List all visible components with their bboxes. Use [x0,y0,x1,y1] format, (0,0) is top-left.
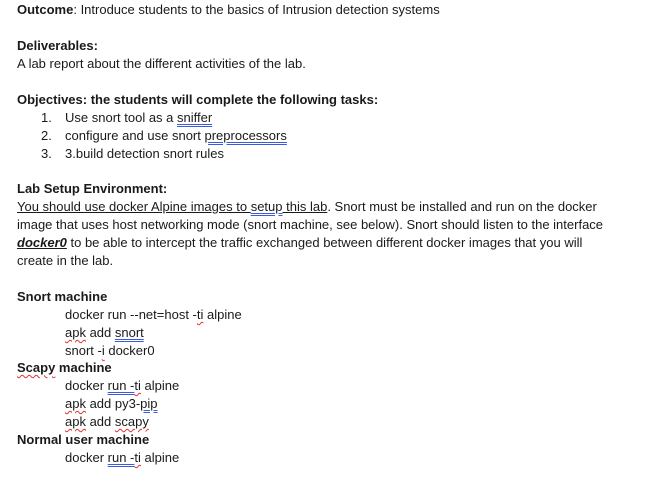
setup-paragraph-line-3 [17,234,582,252]
objective-number: 1. [41,110,52,125]
command-text: docker [65,378,108,393]
misspelled-word: i [101,343,105,358]
scapy-machine-heading [17,359,112,377]
command-text: docker0 [104,343,155,358]
setup-paragraph-line-1 [17,198,597,216]
scapy-command-1 [65,377,179,395]
objective-item-2 [41,127,287,145]
scapy-command-2 [65,395,158,413]
misspelled-word: ti [134,378,141,393]
objective-text: Use snort tool as a [65,110,177,125]
objective-text: configure and use snort [65,128,205,143]
command-text: docker [65,450,108,465]
misspelled-word: apk [65,396,86,411]
objective-item-3 [41,145,224,163]
objectives-heading: Objectives: the students will complete the following tasks: [17,92,379,107]
objective-number: 2. [41,128,52,143]
misspelled-word: ti [196,307,204,322]
scapy-command-3 [65,413,149,431]
setup-paragraph-line-2: image that uses host networking mode (snort machine, see below). Snort should listen to the interface [17,217,604,232]
command-text: add py3- [85,396,141,411]
marked-word: pip [140,396,158,411]
deliverables-heading: Deliverables: [17,38,98,53]
outcome-line [17,1,440,19]
command-text: alpine [140,378,180,393]
outcome-label: Outcome [17,2,74,17]
snort-command-1 [65,306,242,324]
objective-item-1 [41,109,212,127]
objective-marked-word: sniffer [177,110,213,125]
snort-machine-heading: Snort machine [17,289,108,304]
misspelled-word: Scapy [17,360,56,375]
marked-word: run - [107,378,135,393]
outcome-text: : Introduce students to the basics of Intrusion detection systems [73,2,440,17]
misspelled-word: scapy [114,414,149,429]
command-text: snort - [65,343,102,358]
interface-name: docker0 [17,235,67,250]
command-text: alpine [140,450,180,465]
normal-command-1 [65,449,179,467]
setup-underlined-tail: this lab [282,199,328,214]
normal-machine-heading: Normal user machine [17,432,150,447]
deliverables-text: A lab report about the different activities of the lab. [17,56,306,71]
snort-command-3 [65,342,155,360]
command-text: add [85,414,115,429]
setup-underlined-text: You should use docker Alpine images to [17,199,251,214]
marked-word: run - [107,450,135,465]
misspelled-word: ti [134,450,141,465]
setup-heading: Lab Setup Environment: [17,181,168,196]
objective-text: 3.build detection snort rules [65,146,224,161]
misspelled-word: apk [65,414,86,429]
setup-text: to be able to intercept the traffic exchanged between different docker images that you will [66,235,583,250]
setup-text: . Snort must be installed and run on the docker [327,199,597,214]
objective-number: 3. [41,146,52,161]
command-text: add [85,325,115,340]
misspelled-word: apk [65,325,86,340]
setup-paragraph-line-4: create in the lab. [17,253,114,268]
marked-word: snort [114,325,144,340]
objective-marked-word: preprocessors [204,128,287,143]
command-text: docker run --net=host - [65,307,197,322]
setup-marked-word: setup [250,199,283,214]
snort-command-2 [65,324,144,342]
heading-text: machine [55,360,112,375]
command-text: alpine [203,307,242,322]
